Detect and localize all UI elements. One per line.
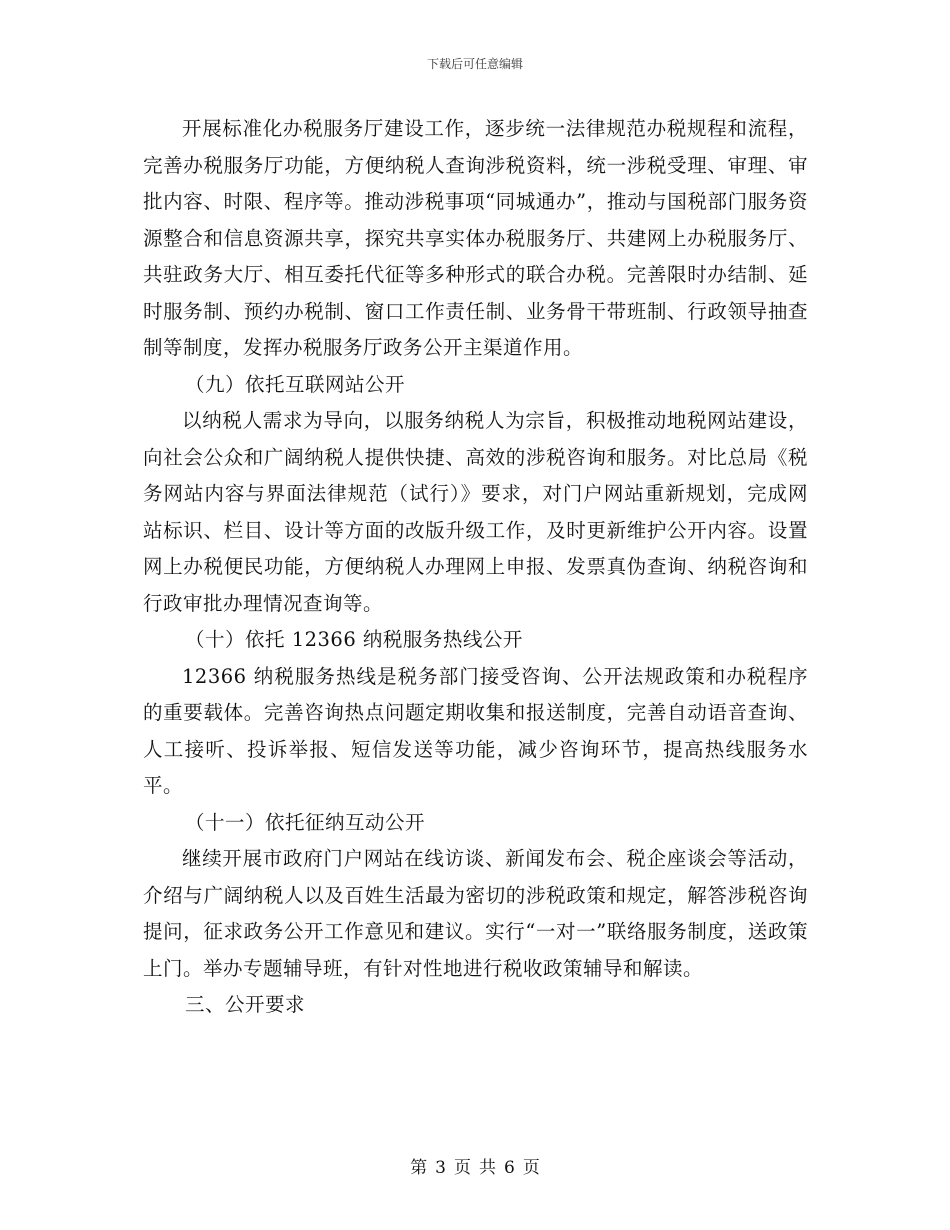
heading-interaction: （十一）依托征纳互动公开 — [185, 810, 426, 834]
paragraph-service-hall: 开展标准化办税服务厅建设工作，逐步统一法律规范办税规程和流程，完善办税服务厅功能，方便纳税人查询涉税资料，统一涉税受理、审理、审批内容、时限、程序等。推动涉税事项“同城通办”，推动与国税部门服务资源整合和信息资源共享，探究共享实体办税服务厅、共建网上办税服务厅、共驻政务大厅、相互委托代征等多种形式的联合办税。完善限时办结制、延时服务制、预约办税制、窗口工作责任制、业务骨干带班制、行政领导抽查制等制度，发挥办税服务厅政务公开主渠道作用。 — [143, 117, 808, 359]
heading-website: （九）依托互联网站公开 — [185, 372, 406, 396]
footer-prefix: 第 — [410, 1158, 428, 1178]
section-title-requirements: 三、公开要求 — [185, 993, 306, 1016]
page-footer — [0, 1153, 950, 1178]
heading-hotline: （十）依托 12366 纳税服务热线公开 — [185, 628, 523, 651]
document-body — [143, 111, 808, 1024]
footer-total-word: 共 — [479, 1158, 496, 1178]
footer-current-page: 3 — [435, 1158, 446, 1178]
footer-page-word: 页 — [454, 1158, 471, 1178]
footer-total-pages: 6 — [504, 1158, 515, 1178]
paragraph-hotline: 12366 纳税服务热线是税务部门接受咨询、公开法规政策和办税程序的重要载体。完善咨询热点问题定期收集和报送制度，完善自动语音查询、人工接听、投诉举报、短信发送等功能，减少咨询环节，提高热线服务水平。 — [143, 664, 808, 797]
footer-suffix: 页 — [522, 1158, 540, 1178]
paragraph-interaction: 继续开展市政府门户网站在线访谈、新闻发布会、税企座谈会等活动，介绍与广阔纳税人以及百姓生活最为密切的涉税政策和规定，解答涉税咨询提问，征求政务公开工作意见和建议。实行“一对一”联络服务制度，送政策上门。举办专题辅导班，有针对性地进行税收政策辅导和解读。 — [143, 847, 808, 980]
paragraph-website: 以纳税人需求为导向，以服务纳税人为宗旨，积极推动地税网站建设，向社会公众和广阔纳税人提供快捷、高效的涉税咨询和服务。对比总局《税务网站内容与界面法律规范（试行）》要求，对门户网站重新规划，完成网站标识、栏目、设计等方面的改版升级工作，及时更新维护公开内容。设置网上办税便民功能，方便纳税人办理网上申报、发票真伪查询、纳税咨询和行政审批办理情况查询等。 — [143, 409, 808, 615]
page-header-note: 下载后可任意编辑 — [426, 57, 523, 71]
